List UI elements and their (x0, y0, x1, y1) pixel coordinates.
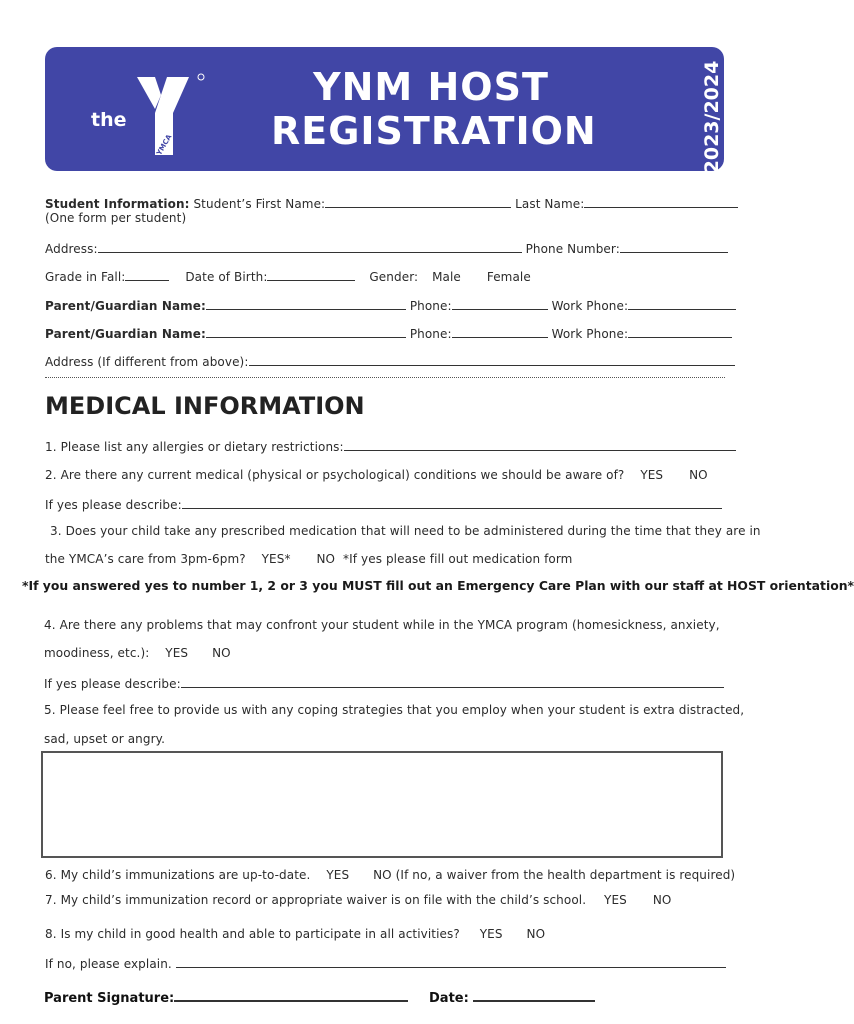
student-info-row (45, 195, 738, 211)
phone-number-field[interactable] (620, 240, 728, 253)
guardian-work-phone-label: Work Phone: (551, 327, 629, 341)
guardian-phone-field[interactable] (452, 325, 548, 338)
section-divider (45, 377, 725, 378)
q3-row (45, 552, 572, 566)
dob-field[interactable] (267, 268, 355, 281)
q8-no-option[interactable]: NO (526, 927, 546, 941)
q3-text-line-2: the YMCA’s care from 3pm-6pm? (45, 552, 246, 566)
date-row (429, 988, 595, 1006)
logo-the-text: the (91, 109, 127, 131)
guardian-work-phone-field[interactable] (628, 297, 736, 310)
header-banner (45, 47, 724, 174)
guardian-work-phone-field[interactable] (628, 325, 732, 338)
q6-yes-option[interactable]: YES (326, 868, 350, 882)
q3-note: *If yes please fill out medication form (343, 552, 573, 566)
phone-number-label: Phone Number: (525, 242, 620, 256)
logo-ymca-text: YMCA (155, 133, 174, 157)
q6-text: 6. My child’s immunizations are up-to-date. (45, 868, 311, 882)
address-label: Address: (45, 242, 98, 256)
coping-strategies-textarea[interactable] (41, 751, 723, 858)
one-form-note: (One form per student) (45, 211, 187, 225)
q4-row (44, 646, 231, 660)
q4-no-option[interactable]: NO (212, 646, 231, 660)
date-field[interactable] (473, 988, 595, 1002)
dob-label: Date of Birth: (185, 270, 268, 284)
q4-describe-row (44, 675, 724, 691)
q8-text: 8. Is my child in good health and able to participate in all activities? (45, 927, 460, 941)
grade-row (45, 268, 531, 284)
q2-describe-row (45, 496, 722, 512)
alt-address-label: Address (If different from above): (45, 355, 249, 369)
guardian-name-field[interactable] (206, 297, 406, 310)
q8-row (45, 927, 545, 941)
q6-no-option[interactable]: NO (If no, a waiver from the health department is required) (373, 868, 736, 882)
q3-no-option[interactable]: NO (316, 552, 336, 566)
q8-explain-field[interactable] (176, 955, 726, 968)
q1-text: 1. Please list any allergies or dietary restrictions: (45, 440, 344, 454)
q4-text-line-1: 4. Are there any problems that may confront your student while in the YMCA program (homesickness, anxiety, (44, 618, 720, 632)
first-name-field[interactable] (325, 195, 511, 208)
guardian-name-label: Parent/Guardian Name: (45, 327, 206, 341)
q7-text: 7. My child’s immunization record or appropriate waiver is on file with the child’s school. (45, 893, 587, 907)
last-name-field[interactable] (584, 195, 738, 208)
address-field[interactable] (98, 240, 522, 253)
q6-row (45, 868, 735, 882)
ymca-logo (89, 71, 209, 161)
guardian-name-label: Parent/Guardian Name: (45, 299, 206, 313)
q4-yes-option[interactable]: YES (165, 646, 189, 660)
q4-text-line-2: moodiness, etc.): (44, 646, 150, 660)
title-line-2: REGISTRATION (271, 109, 597, 153)
q7-row (45, 893, 671, 907)
gender-female-option[interactable]: Female (486, 270, 531, 284)
q4-describe-label: If yes please describe: (44, 677, 181, 691)
q1-row (45, 438, 736, 454)
q2-text: 2. Are there any current medical (physical or psychological) conditions we should be aware of? (45, 468, 625, 482)
gender-male-option[interactable]: Male (432, 270, 461, 284)
guardian-work-phone-label: Work Phone: (551, 299, 629, 313)
emergency-care-notice: *If you answered yes to number 1, 2 or 3 you MUST fill out an Emergency Care Plan with our staff at HOST orientation* (22, 578, 854, 593)
guardian-phone-label: Phone: (409, 299, 452, 313)
school-year: 2023/2024 (701, 60, 723, 174)
parent-signature-label: Parent Signature: (44, 991, 175, 1006)
q8-explain-row (45, 955, 726, 971)
q2-yes-option[interactable]: YES (640, 468, 664, 482)
parent-signature-field[interactable] (174, 988, 408, 1002)
q8-yes-option[interactable]: YES (479, 927, 503, 941)
address-row (45, 240, 728, 256)
q7-no-option[interactable]: NO (652, 893, 672, 907)
q1-field[interactable] (344, 438, 736, 451)
grade-label: Grade in Fall: (45, 270, 126, 284)
q4-describe-field[interactable] (181, 675, 724, 688)
q3-yes-option[interactable]: YES* (261, 552, 291, 566)
signature-row (44, 988, 408, 1006)
page-title (271, 65, 597, 153)
alt-address-field[interactable] (249, 353, 735, 366)
q8-explain-label: If no, please explain. (45, 957, 172, 971)
gender-label: Gender: (369, 270, 419, 284)
date-label: Date: (429, 991, 469, 1006)
student-info-label: Student Information: (45, 197, 190, 211)
guardian-phone-label: Phone: (409, 327, 452, 341)
q7-yes-option[interactable]: YES (604, 893, 627, 907)
guardian-phone-field[interactable] (452, 297, 548, 310)
guardian-name-field[interactable] (206, 325, 406, 338)
alt-address-row (45, 353, 735, 369)
last-name-label: Last Name: (515, 197, 585, 211)
first-name-label: Student’s First Name: (193, 197, 326, 211)
grade-field[interactable] (125, 268, 169, 281)
q2-no-option[interactable]: NO (689, 468, 708, 482)
q2-describe-field[interactable] (182, 496, 722, 509)
q2-row (45, 468, 708, 482)
guardian-row-2 (45, 325, 732, 341)
title-line-1: YNM HOST (313, 65, 549, 109)
q2-describe-label: If yes please describe: (45, 498, 182, 512)
q5-text-line-2: sad, upset or angry. (44, 732, 166, 746)
medical-section-title: MEDICAL INFORMATION (45, 392, 365, 420)
guardian-row-1 (45, 297, 736, 313)
q5-text-line-1: 5. Please feel free to provide us with any coping strategies that you employ when your student is extra distracted, (44, 703, 745, 717)
q3-text-line-1: 3. Does your child take any prescribed medication that will need to be administered during the time that they are in (50, 524, 761, 538)
